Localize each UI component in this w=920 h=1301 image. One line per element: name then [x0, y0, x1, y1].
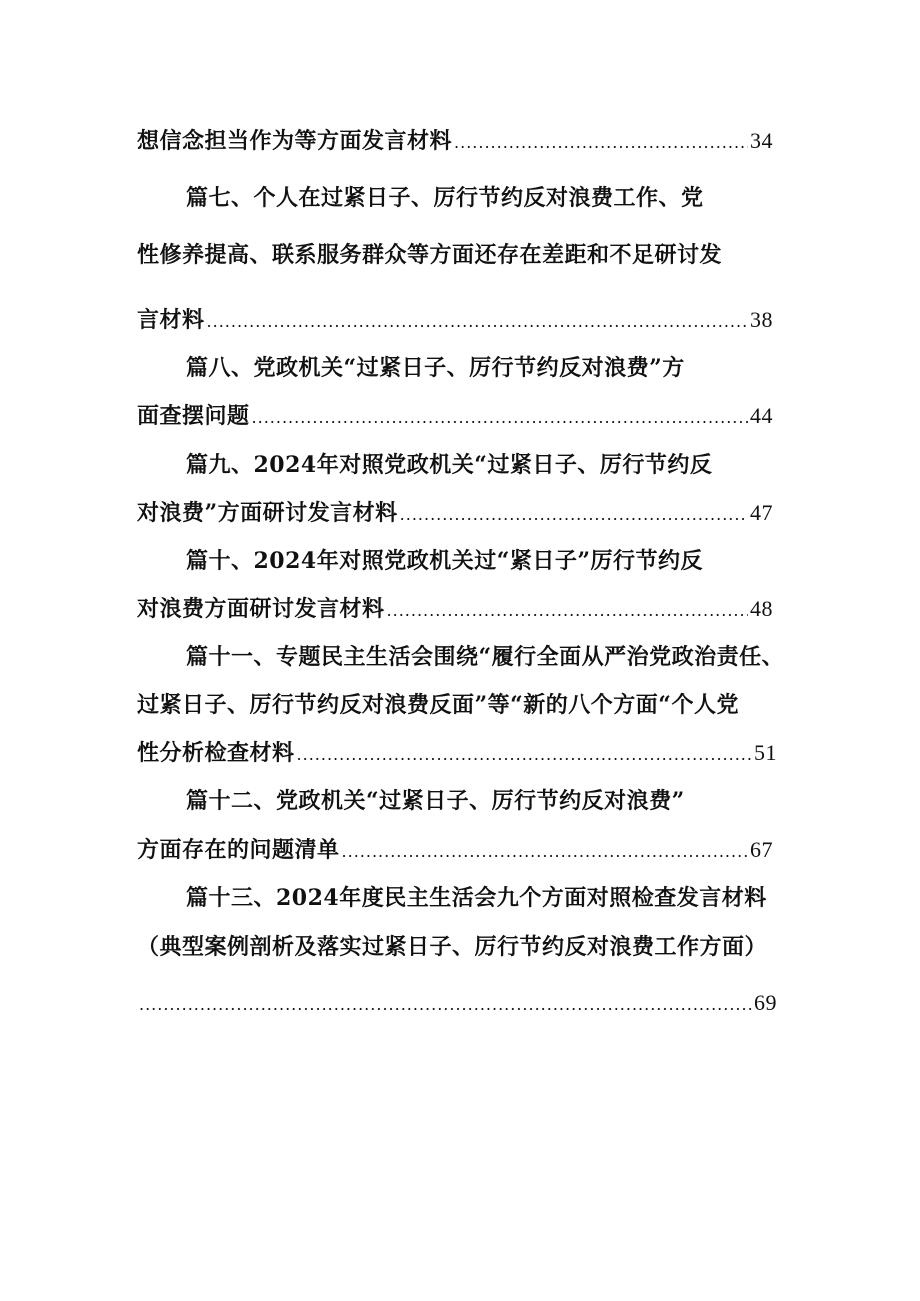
toc-entry-text: 篇十二、党政机关“过紧日子、厉行节约反对浪费”	[186, 788, 685, 814]
toc-entry-line[interactable]	[137, 592, 773, 626]
toc-entry-line[interactable]	[186, 544, 703, 578]
toc-entry-line[interactable]	[186, 784, 685, 818]
toc-entry-line[interactable]	[137, 736, 777, 770]
dot-leader	[342, 835, 748, 869]
toc-entry-line[interactable]	[137, 303, 773, 337]
toc-entry-text: 面查摆问题	[137, 403, 250, 429]
toc-entry-line[interactable]	[137, 688, 739, 722]
toc-entry-line[interactable]	[137, 399, 773, 433]
toc-page-number: 69	[754, 990, 777, 1015]
dot-leader	[139, 988, 752, 1022]
toc-entry-text: 言材料	[137, 307, 205, 333]
toc-entry-text: 篇八、党政机关“过紧日子、厉行节约反对浪费”方	[186, 355, 685, 381]
toc-page-number: 51	[754, 740, 777, 765]
toc-page-number: 44	[750, 403, 773, 428]
dot-leader	[252, 401, 748, 435]
toc-entry-text: 过紧日子、厉行节约反对浪费反面”等“新的八个方面“个人党	[137, 692, 739, 718]
toc-entry-line[interactable]	[186, 181, 704, 215]
toc-entry-line[interactable]	[186, 640, 784, 674]
toc-entry-line[interactable]	[186, 448, 712, 482]
dot-leader	[400, 498, 748, 532]
toc-entry-text: 篇十三、2024年度民主生活会九个方面对照检查发言材料	[186, 885, 767, 911]
toc-entry-text: 篇九、2024年对照党政机关“过紧日子、厉行节约反	[186, 452, 713, 478]
toc-entry-line[interactable]	[137, 833, 773, 867]
toc-entry-text: 性分析检查材料	[137, 740, 295, 766]
toc-page-number: 48	[750, 596, 773, 621]
toc-page-number: 67	[750, 837, 773, 862]
toc-entry-line[interactable]	[186, 881, 767, 915]
toc-entry-text: 方面存在的问题清单	[137, 837, 340, 863]
toc-page-number: 38	[750, 307, 773, 332]
toc-entry-line[interactable]	[137, 238, 722, 272]
toc-entry-text: 篇七、个人在过紧日子、厉行节约反对浪费工作、党	[186, 185, 704, 211]
toc-page-number: 47	[750, 500, 773, 525]
dot-leader	[387, 594, 748, 628]
toc-entry-text: 对浪费方面研讨发言材料	[137, 596, 385, 622]
toc-entry-text: 对浪费”方面研讨发言材料	[137, 500, 398, 526]
toc-entry-text: 篇十一、专题民主生活会围绕“履行全面从严治党政治责任、	[186, 644, 785, 670]
toc-entry-line[interactable]	[137, 986, 777, 1020]
toc-entry-text: 篇十、2024年对照党政机关过“紧日子”厉行节约反	[186, 548, 704, 574]
toc-entry-line[interactable]	[137, 930, 767, 964]
toc-entry-text: 想信念担当作为等方面发言材料	[137, 128, 453, 154]
dot-leader	[207, 305, 748, 339]
toc-entry-line[interactable]	[137, 496, 773, 530]
toc-entry-line[interactable]	[186, 351, 685, 385]
toc-entry-line[interactable]	[137, 124, 773, 158]
dot-leader	[297, 738, 752, 772]
toc-entry-text: （典型案例剖析及落实过紧日子、厉行节约反对浪费工作方面）	[137, 934, 768, 960]
toc-page-number: 34	[750, 128, 773, 153]
toc-entry-text: 性修养提高、联系服务群众等方面还存在差距和不足研讨发	[137, 242, 723, 268]
dot-leader	[454, 126, 748, 160]
